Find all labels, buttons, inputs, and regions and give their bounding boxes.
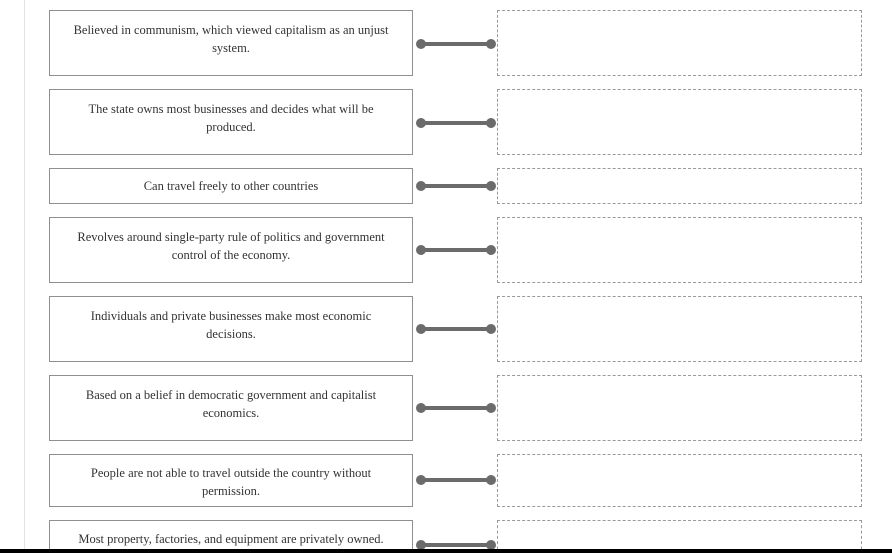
prompt-text: The state owns most businesses and decides what will be produced.	[88, 102, 374, 134]
prompt-card[interactable]	[49, 10, 413, 76]
prompt-card[interactable]	[49, 217, 413, 283]
connector-wire	[421, 42, 491, 46]
connector-handle[interactable]	[416, 324, 496, 334]
bottom-edge-bar	[0, 549, 892, 553]
connector-end-dot[interactable]	[486, 245, 496, 255]
connector-end-dot[interactable]	[486, 324, 496, 334]
match-row-6	[0, 375, 892, 441]
answer-drop-zone[interactable]	[497, 217, 862, 283]
connector-end-dot[interactable]	[486, 118, 496, 128]
connector-handle[interactable]	[416, 475, 496, 485]
connector-wire	[421, 184, 491, 188]
answer-drop-zone[interactable]	[497, 89, 862, 155]
connector-handle[interactable]	[416, 403, 496, 413]
match-row-7	[0, 454, 892, 507]
prompt-text: Revolves around single-party rule of politics and government control of the economy.	[77, 230, 385, 262]
match-row-4	[0, 217, 892, 283]
prompt-text: Believed in communism, which viewed capitalism as an unjust system.	[73, 23, 389, 55]
match-row-1	[0, 10, 892, 76]
connector-wire	[421, 478, 491, 482]
prompt-text: People are not able to travel outside the country without permission.	[90, 466, 372, 498]
answer-drop-zone[interactable]	[497, 10, 862, 76]
connector-end-dot[interactable]	[486, 475, 496, 485]
prompt-text: Individuals and private businesses make most economic decisions.	[90, 309, 372, 341]
connector-wire	[421, 543, 491, 547]
prompt-card[interactable]	[49, 89, 413, 155]
connector-handle[interactable]	[416, 118, 496, 128]
answer-drop-zone[interactable]	[497, 296, 862, 362]
connector-handle[interactable]	[416, 181, 496, 191]
connector-wire	[421, 121, 491, 125]
connector-handle[interactable]	[416, 39, 496, 49]
connector-end-dot[interactable]	[486, 39, 496, 49]
connector-wire	[421, 406, 491, 410]
prompt-card[interactable]	[49, 296, 413, 362]
match-row-2	[0, 89, 892, 155]
connector-end-dot[interactable]	[486, 181, 496, 191]
answer-drop-zone[interactable]	[497, 454, 862, 507]
prompt-card[interactable]	[49, 168, 413, 204]
prompt-card[interactable]	[49, 375, 413, 441]
match-row-5	[0, 296, 892, 362]
match-row-3	[0, 168, 892, 204]
prompt-card[interactable]	[49, 454, 413, 507]
prompt-text: Can travel freely to other countries	[143, 179, 319, 193]
connector-wire	[421, 327, 491, 331]
connector-end-dot[interactable]	[486, 403, 496, 413]
answer-drop-zone[interactable]	[497, 168, 862, 204]
prompt-text: Most property, factories, and equipment are privately owned.	[78, 532, 384, 546]
connector-wire	[421, 248, 491, 252]
prompt-text: Based on a belief in democratic government and capitalist economics.	[85, 388, 377, 420]
answer-drop-zone[interactable]	[497, 375, 862, 441]
connector-handle[interactable]	[416, 245, 496, 255]
